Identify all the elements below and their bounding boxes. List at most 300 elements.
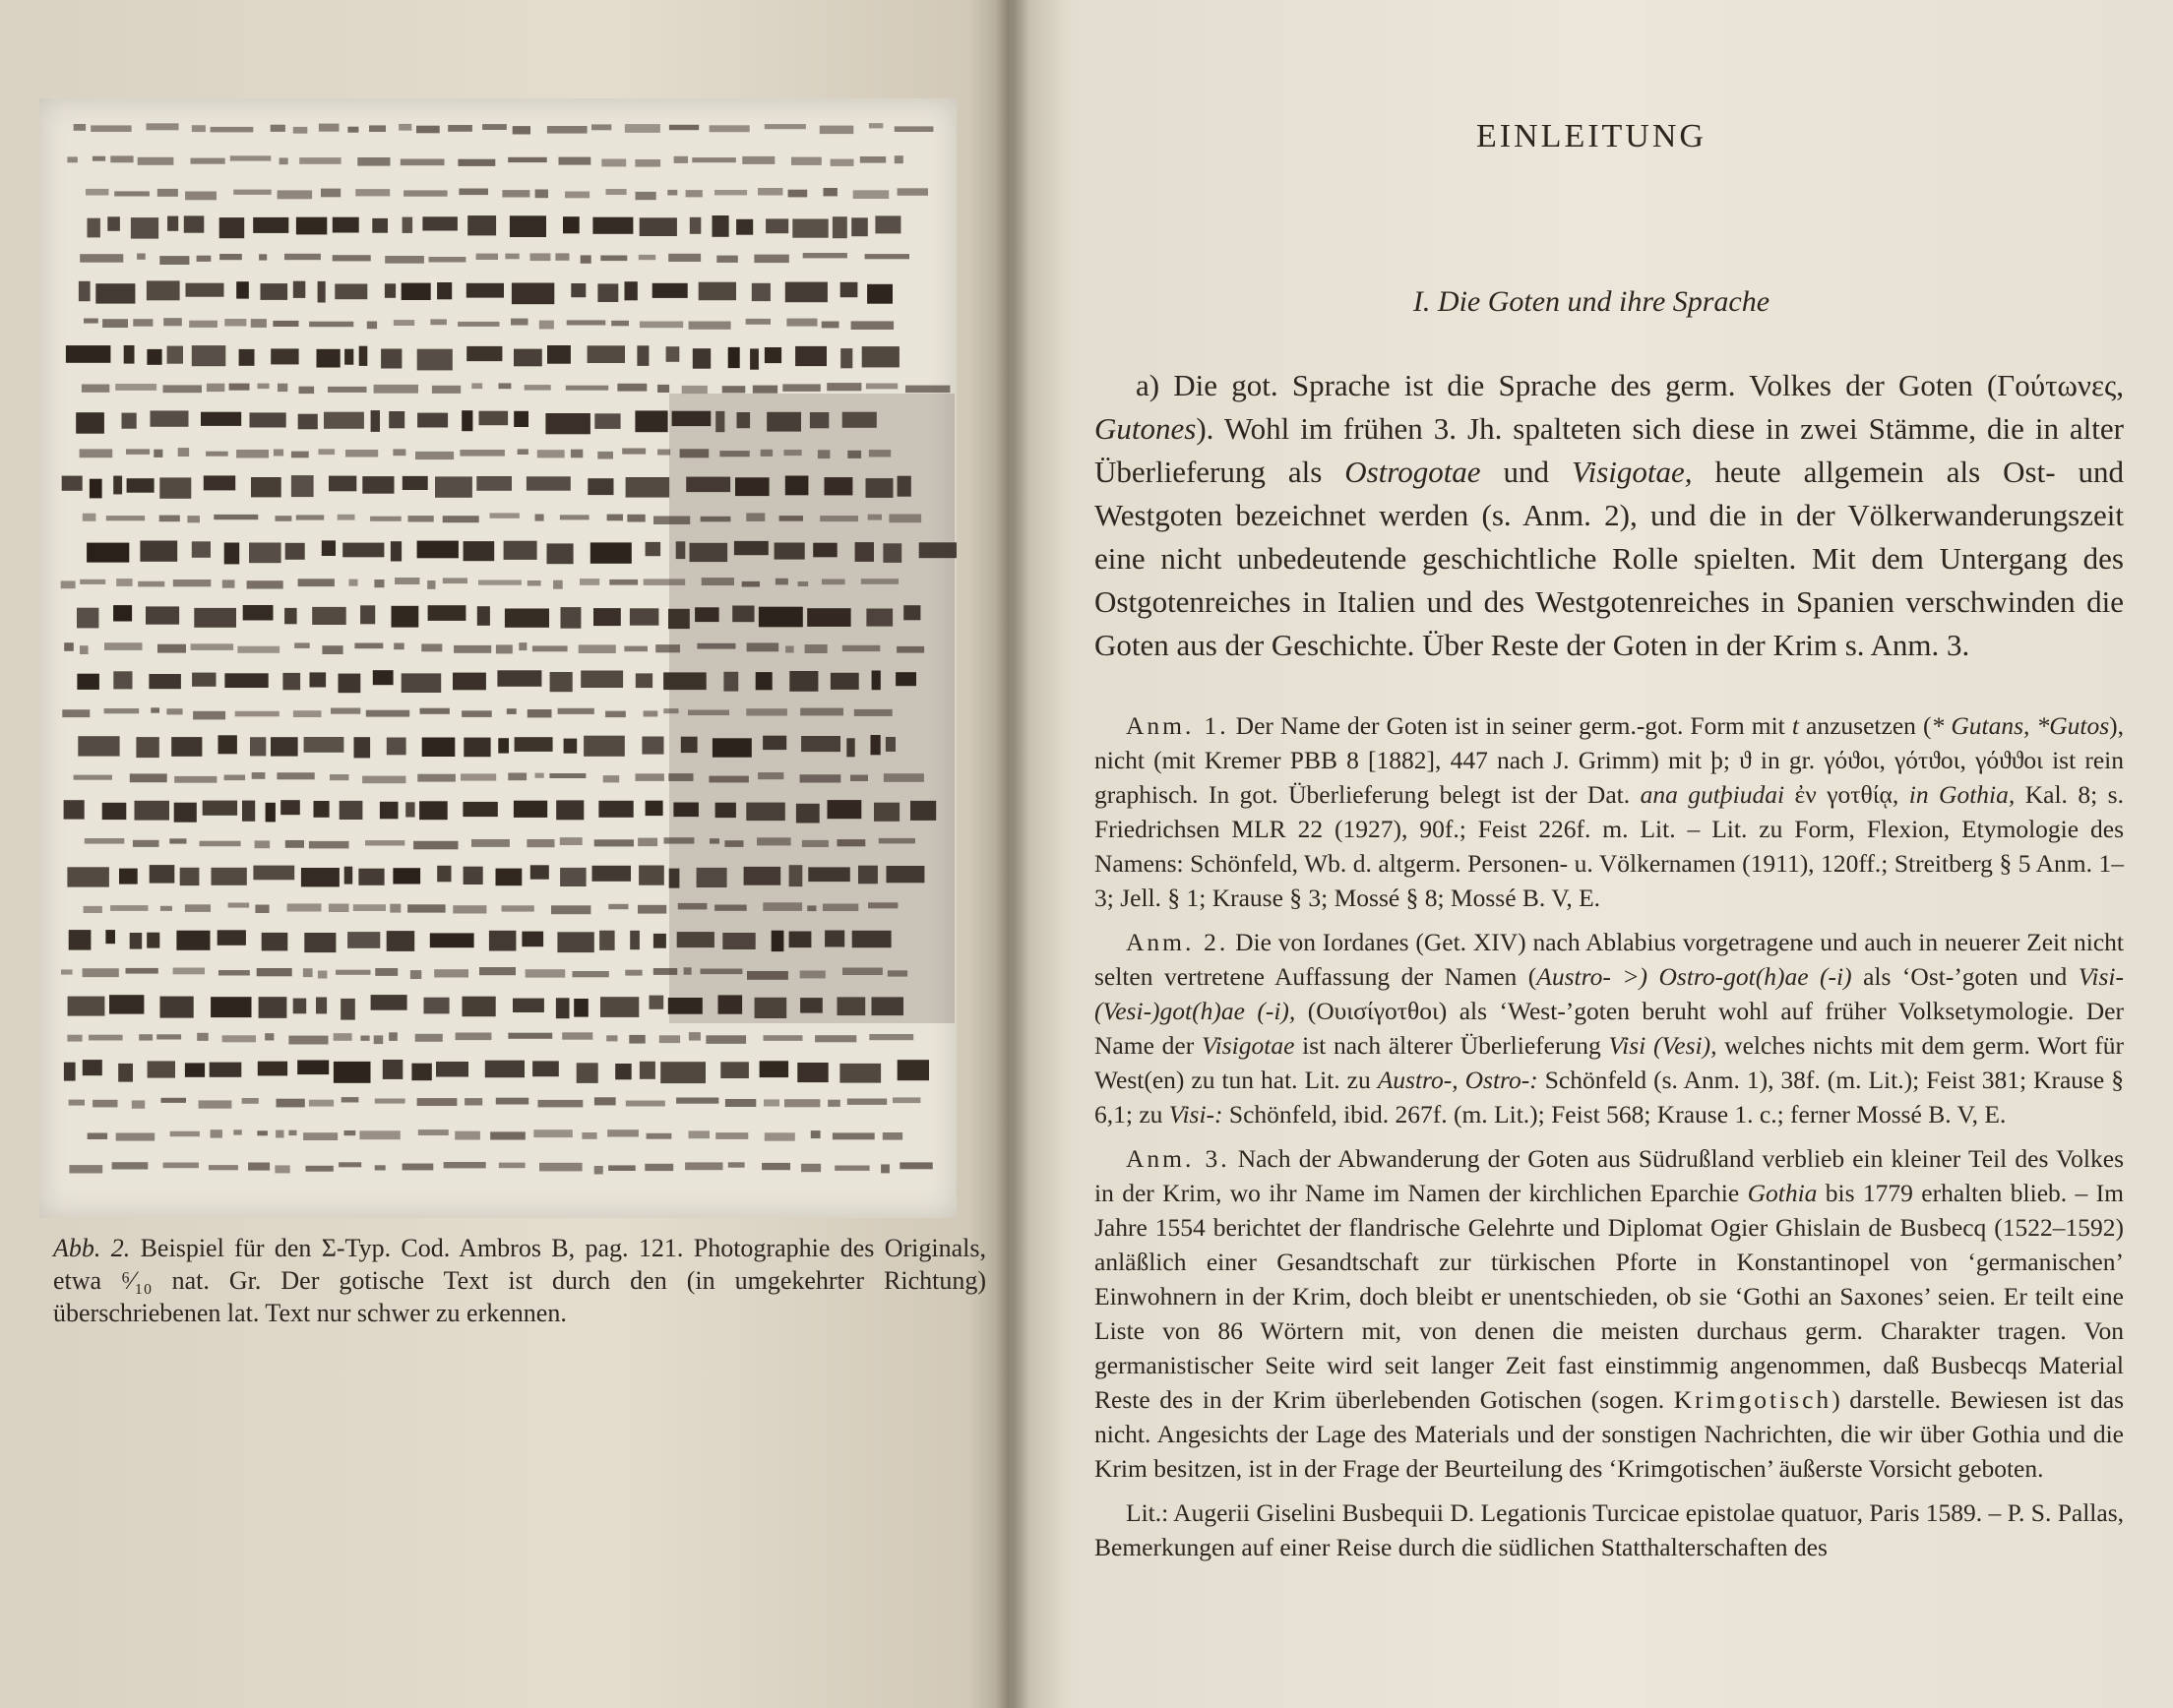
script-stroke — [224, 673, 268, 688]
script-stroke — [126, 449, 150, 455]
script-stroke — [197, 256, 212, 262]
script-stroke — [109, 995, 144, 1013]
script-stroke — [466, 346, 502, 361]
script-stroke — [408, 516, 434, 521]
script-stroke — [218, 970, 250, 976]
script-stroke — [508, 157, 547, 162]
script-stroke — [820, 126, 854, 135]
script-stroke — [824, 188, 838, 196]
script-stroke — [545, 413, 590, 434]
script-stroke — [496, 1098, 528, 1105]
script-stroke — [413, 841, 458, 850]
script-stroke — [597, 452, 613, 459]
script-stroke — [608, 904, 628, 909]
script-stroke — [301, 868, 340, 886]
script-stroke — [417, 413, 448, 428]
script-stroke — [835, 1166, 869, 1171]
script-stroke — [690, 217, 702, 234]
script-stroke — [496, 869, 523, 886]
script-stroke — [93, 1100, 117, 1108]
script-stroke — [537, 450, 565, 458]
script-stroke — [303, 968, 313, 977]
script-stroke — [210, 1063, 242, 1077]
script-stroke — [293, 710, 322, 717]
script-stroke — [403, 217, 413, 233]
script-stroke — [898, 188, 928, 196]
script-stroke — [518, 449, 528, 455]
script-stroke — [674, 156, 688, 163]
script-stroke — [219, 254, 242, 260]
script-stroke — [113, 671, 132, 689]
script-stroke — [560, 515, 590, 519]
script-stroke — [135, 801, 170, 821]
script-stroke — [535, 515, 544, 521]
script-stroke — [201, 412, 241, 426]
script-stroke — [760, 1061, 789, 1077]
script-stroke — [815, 1035, 856, 1042]
script-stroke — [437, 866, 451, 883]
script-stroke — [464, 541, 495, 561]
script-stroke — [106, 516, 145, 520]
script-stroke — [496, 644, 513, 653]
script-stroke — [116, 579, 132, 586]
script-stroke — [831, 159, 854, 166]
figure-caption — [53, 1232, 986, 1329]
script-stroke — [163, 385, 203, 393]
script-stroke — [217, 930, 246, 946]
script-stroke — [138, 581, 164, 587]
script-stroke — [514, 801, 547, 818]
script-stroke — [253, 217, 288, 233]
script-stroke — [342, 543, 384, 558]
script-stroke — [454, 645, 491, 653]
script-stroke — [476, 254, 498, 260]
script-stroke — [330, 774, 348, 780]
script-stroke — [556, 998, 570, 1018]
script-stroke — [547, 126, 588, 134]
script-stroke — [791, 157, 822, 165]
script-stroke — [593, 608, 621, 626]
script-stroke — [69, 930, 92, 950]
script-stroke — [490, 1131, 526, 1139]
script-stroke — [367, 322, 377, 330]
script-stroke — [113, 476, 122, 495]
script-stroke — [66, 345, 111, 363]
script-stroke — [385, 283, 396, 298]
script-stroke — [598, 801, 633, 818]
script-stroke — [387, 738, 406, 756]
script-stroke — [607, 1129, 639, 1136]
script-stroke — [497, 670, 541, 687]
script-stroke — [247, 580, 283, 588]
script-stroke — [615, 1064, 632, 1079]
script-stroke — [163, 318, 182, 326]
script-stroke — [471, 839, 510, 847]
script-stroke — [424, 998, 450, 1014]
script-stroke — [82, 385, 109, 393]
script-stroke — [138, 157, 174, 165]
script-stroke — [257, 1130, 268, 1135]
script-stroke — [514, 411, 528, 427]
script-stroke — [736, 219, 753, 235]
script-stroke — [192, 541, 211, 558]
script-stroke — [64, 642, 74, 651]
script-stroke — [167, 346, 183, 364]
script-stroke — [584, 736, 625, 757]
script-stroke — [401, 159, 445, 166]
script-stroke — [407, 904, 446, 912]
script-stroke — [88, 218, 100, 238]
script-stroke — [559, 157, 591, 165]
note-anm-3: Anm. 3. Nach der Abwanderung der Goten aus Südrußland verblieb ein kleiner Teil des Volkes in der Krim, wo ihr Name im Namen der kirchlichen Eparchie Gothia bis 1779 erhalten blieb. – Im Jahre 1554 berichtet der flandrische Gelehrte und Diplomat Ogier Ghislain de Busbecq (1522–1592) anläßlich einer Gesandtschaft zur türkischen Pforte in Konstantinopel von ‘germanischen’ Einwohnern in der Krim, doch bleibt er unentschieden, ob sie ‘Gothi an Saxones’ seien. Er teilt eine Liste von 86 Wörtern mit, von denen die meisten durchaus germ. Charakter tragen. Von germanistischer Seite wird seit langer Zeit fast einstimmig angenommen, daß Busbecqs Material Reste des in der Krim überlebenden Gotischen (sogen. Krimgotisch) darstelle. Bewiesen ist das nicht. Angesichts der Lage des Materials und der sonstigen Nachrichten, die wir über Gothia und die Krim besitzen, ist in der Frage der Beurteilung des ‘Krimgotischen’ äußerste Vorsicht geboten. — [1094, 1144, 2125, 1483]
script-stroke — [532, 1061, 559, 1076]
script-stroke — [381, 349, 402, 369]
script-stroke — [206, 452, 228, 457]
script-stroke — [284, 608, 297, 624]
script-stroke — [219, 217, 245, 238]
script-stroke — [642, 737, 663, 755]
script-stroke — [258, 1062, 287, 1076]
script-stroke — [574, 999, 589, 1017]
script-stroke — [853, 190, 890, 199]
script-stroke — [366, 710, 409, 717]
script-stroke — [638, 838, 657, 847]
section-title: I. Die Goten und ihre Sprache — [1412, 285, 1770, 318]
script-stroke — [630, 608, 659, 625]
script-stroke — [795, 346, 827, 366]
script-stroke — [91, 125, 131, 132]
script-stroke — [625, 124, 660, 133]
script-stroke — [437, 282, 452, 299]
script-stroke — [375, 1099, 405, 1104]
script-stroke — [359, 346, 368, 366]
script-stroke — [444, 1162, 486, 1168]
script-stroke — [80, 254, 123, 263]
script-stroke — [355, 189, 390, 196]
script-stroke — [590, 542, 632, 563]
script-stroke — [865, 254, 909, 259]
script-stroke — [328, 387, 367, 393]
script-stroke — [170, 1131, 200, 1136]
script-stroke — [402, 283, 431, 300]
script-stroke — [291, 452, 309, 458]
script-stroke — [797, 1063, 828, 1082]
script-stroke — [822, 322, 839, 329]
script-stroke — [581, 255, 591, 263]
script-stroke — [358, 869, 384, 885]
script-stroke — [527, 476, 571, 490]
script-stroke — [402, 673, 442, 693]
script-stroke — [80, 645, 89, 654]
script-stroke — [453, 673, 486, 691]
script-stroke — [657, 385, 669, 393]
script-stroke — [573, 971, 609, 977]
script-stroke — [211, 997, 251, 1017]
script-stroke — [758, 188, 782, 196]
script-stroke — [465, 1098, 482, 1105]
script-stroke — [527, 839, 554, 847]
script-stroke — [607, 515, 623, 521]
script-stroke — [375, 1165, 386, 1170]
script-stroke — [630, 931, 640, 949]
script-stroke — [288, 1036, 328, 1045]
script-stroke — [310, 672, 327, 687]
intro-paragraph — [1094, 364, 2124, 667]
script-stroke — [417, 1098, 458, 1106]
script-stroke — [881, 1164, 890, 1173]
script-stroke — [532, 645, 568, 651]
script-stroke — [706, 1035, 746, 1044]
script-stroke — [479, 967, 516, 975]
script-stroke — [869, 1034, 913, 1040]
script-stroke — [588, 478, 613, 495]
script-stroke — [284, 254, 321, 260]
script-stroke — [173, 968, 205, 975]
script-stroke — [827, 383, 861, 391]
script-stroke — [430, 319, 447, 325]
script-stroke — [68, 997, 105, 1016]
script-stroke — [163, 1163, 199, 1169]
script-stroke — [84, 906, 102, 913]
script-stroke — [508, 1033, 552, 1039]
script-stroke — [713, 215, 729, 237]
script-stroke — [166, 708, 182, 714]
script-stroke — [580, 579, 599, 585]
script-stroke — [485, 1061, 525, 1078]
script-stroke — [647, 1133, 672, 1139]
script-stroke — [803, 253, 847, 258]
script-stroke — [64, 1063, 76, 1081]
script-stroke — [416, 126, 440, 134]
script-stroke — [218, 735, 237, 754]
script-stroke — [617, 384, 647, 392]
script-stroke — [839, 1064, 881, 1083]
script-stroke — [317, 349, 341, 368]
script-stroke — [533, 1129, 573, 1137]
script-stroke — [159, 256, 189, 265]
script-stroke — [605, 711, 626, 718]
script-stroke — [640, 322, 683, 329]
script-stroke — [644, 710, 658, 716]
script-stroke — [374, 1035, 384, 1044]
script-stroke — [689, 322, 731, 330]
script-stroke — [250, 737, 266, 756]
script-stroke — [224, 319, 246, 327]
script-stroke — [369, 125, 386, 132]
script-stroke — [689, 1032, 701, 1041]
script-stroke — [385, 256, 424, 264]
script-stroke — [318, 281, 326, 303]
script-stroke — [287, 903, 322, 911]
caption-label: Abb. 2. — [53, 1234, 131, 1262]
script-stroke — [133, 840, 159, 847]
script-stroke — [259, 254, 267, 260]
script-stroke — [90, 479, 102, 499]
script-stroke — [293, 999, 307, 1014]
script-stroke — [869, 123, 883, 128]
script-stroke — [461, 773, 496, 780]
script-stroke — [601, 159, 626, 167]
script-stroke — [131, 217, 158, 239]
script-stroke — [304, 737, 344, 753]
script-stroke — [89, 1035, 123, 1041]
script-stroke — [443, 578, 467, 583]
script-stroke — [345, 450, 378, 458]
script-stroke — [900, 1162, 932, 1169]
script-stroke — [467, 215, 496, 235]
script-stroke — [600, 997, 639, 1017]
script-stroke — [83, 968, 119, 977]
script-stroke — [636, 773, 664, 781]
script-stroke — [715, 1132, 748, 1139]
script-stroke — [349, 580, 358, 586]
script-stroke — [347, 127, 358, 133]
script-stroke — [373, 670, 394, 685]
script-stroke — [137, 254, 146, 260]
script-stroke — [278, 384, 287, 392]
script-stroke — [309, 841, 349, 849]
script-stroke — [434, 969, 468, 977]
script-stroke — [418, 1129, 449, 1135]
script-stroke — [609, 580, 638, 585]
script-stroke — [417, 349, 453, 371]
script-stroke — [728, 1162, 745, 1167]
script-stroke — [581, 671, 623, 689]
script-stroke — [582, 1132, 596, 1139]
script-stroke — [448, 125, 472, 132]
script-stroke — [271, 125, 285, 132]
script-stroke — [640, 1062, 655, 1079]
script-stroke — [765, 347, 781, 363]
script-stroke — [464, 867, 483, 884]
script-stroke — [161, 1098, 187, 1103]
script-stroke — [79, 281, 91, 301]
script-stroke — [271, 348, 298, 364]
script-stroke — [714, 190, 747, 195]
script-stroke — [462, 710, 492, 717]
script-stroke — [626, 477, 670, 498]
script-stroke — [561, 607, 582, 629]
script-stroke — [389, 1032, 398, 1041]
script-stroke — [329, 476, 356, 492]
script-stroke — [682, 386, 708, 394]
script-stroke — [130, 773, 167, 782]
script-stroke — [115, 384, 156, 391]
script-stroke — [251, 319, 267, 328]
script-stroke — [306, 1166, 334, 1172]
script-stroke — [435, 476, 472, 497]
script-stroke — [211, 1129, 222, 1137]
script-stroke — [127, 478, 155, 493]
script-stroke — [383, 1060, 404, 1079]
script-stroke — [296, 217, 327, 235]
script-stroke — [391, 541, 402, 561]
script-stroke — [766, 218, 788, 233]
ink-bleed-shade — [669, 394, 955, 1023]
script-stroke — [898, 1060, 929, 1080]
script-stroke — [85, 838, 125, 844]
script-stroke — [61, 580, 76, 588]
script-stroke — [266, 803, 276, 823]
script-stroke — [420, 708, 450, 714]
script-stroke — [530, 865, 549, 879]
script-stroke — [126, 968, 158, 974]
script-stroke — [192, 345, 226, 366]
script-stroke — [118, 1064, 133, 1082]
script-stroke — [174, 803, 197, 823]
script-stroke — [204, 475, 235, 490]
script-stroke — [459, 189, 488, 196]
script-stroke — [160, 997, 194, 1018]
script-stroke — [530, 253, 551, 261]
script-stroke — [316, 998, 327, 1014]
script-stroke — [67, 1035, 82, 1042]
script-stroke — [502, 905, 534, 911]
script-stroke — [113, 605, 132, 621]
script-stroke — [650, 996, 664, 1009]
script-stroke — [421, 643, 442, 651]
script-stroke — [525, 385, 551, 391]
script-stroke — [294, 642, 310, 648]
script-stroke — [462, 410, 472, 431]
script-stroke — [625, 970, 642, 976]
script-stroke — [169, 838, 186, 843]
script-stroke — [185, 1063, 205, 1076]
script-stroke — [136, 737, 158, 758]
script-stroke — [285, 543, 305, 560]
chapter-heading: EINLEITUNG — [1476, 118, 1707, 154]
script-stroke — [186, 283, 224, 297]
caption-text: Beispiel für den Σ-Typ. Cod. Ambros B, pag. 121. Photographie des Originals, etwa ⁶⁄₁₀ nat. Gr. Der gotische Text ist durch den (in umgekehrter Richtung) überschriebenen lat. Text nur schwer zu erkennen. — [53, 1234, 986, 1327]
script-stroke — [499, 383, 512, 389]
script-stroke — [588, 345, 625, 363]
script-stroke — [668, 254, 701, 262]
script-stroke — [499, 1163, 526, 1169]
script-stroke — [430, 933, 474, 947]
script-stroke — [443, 516, 479, 522]
script-stroke — [801, 1164, 821, 1172]
script-stroke — [347, 932, 380, 948]
script-stroke — [329, 904, 349, 913]
script-stroke — [788, 190, 808, 198]
script-stroke — [606, 189, 627, 195]
script-stroke — [95, 283, 135, 303]
script-stroke — [508, 773, 527, 781]
script-stroke — [211, 127, 254, 133]
script-stroke — [233, 1129, 242, 1134]
script-stroke — [566, 386, 608, 391]
script-stroke — [265, 1033, 274, 1040]
script-stroke — [471, 383, 482, 389]
script-stroke — [611, 321, 629, 327]
script-stroke — [660, 1062, 706, 1083]
script-stroke — [340, 801, 363, 820]
script-stroke — [765, 1132, 795, 1140]
script-stroke — [722, 386, 746, 393]
script-stroke — [490, 513, 520, 518]
script-stroke — [511, 319, 528, 326]
script-stroke — [785, 282, 828, 303]
script-stroke — [339, 674, 361, 694]
script-stroke — [564, 739, 578, 754]
script-stroke — [133, 319, 153, 327]
script-stroke — [558, 708, 594, 714]
script-stroke — [646, 801, 663, 816]
script-stroke — [867, 284, 893, 304]
script-stroke — [344, 1130, 356, 1135]
script-stroke — [110, 905, 148, 911]
script-stroke — [184, 215, 205, 232]
